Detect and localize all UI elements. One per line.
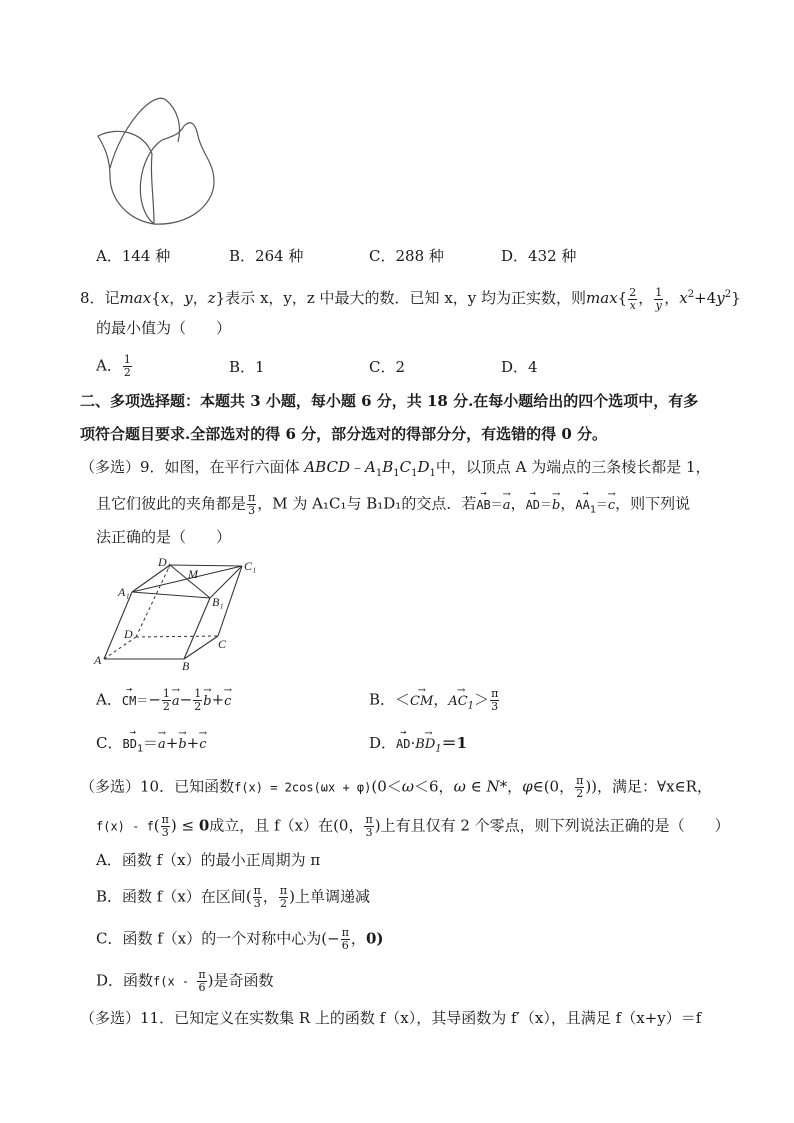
q8-option-a: A． $\frac{1}{2}$ (96, 353, 131, 379)
q9-option-c: C．→ $BD_1=\to a+\to b+\to c$ (96, 733, 207, 759)
fig-label-b: B (182, 659, 190, 672)
section-2-heading-line1: 二、多项选择题：本题共 3 小题，每小题 6 分，共 18 分.在每小题给出的四个选项中，有多 (80, 392, 699, 410)
q9-stem-line1: （多选）9．如图，在平行六面体 $ABCD﹣A_1B_1C_1D_1$中，以顶点 A 为端点的三条棱长都是 1， (80, 458, 711, 479)
q8-option-c: C．2 (369, 358, 406, 376)
q8-option-b: B．1 (229, 358, 265, 376)
q8-stem-line2: 的最小值为（ ） (96, 319, 232, 337)
q10-option-c: C．函数 f（x）的一个对称中心为(− $\frac{\pi}{6}$ ，0) (96, 926, 384, 952)
q9-option-d: D．→ $AD\cdot\to BD_1=1$ (369, 733, 467, 760)
fig-label-a: A (94, 653, 102, 667)
fig-label-a1: A₁ (118, 585, 130, 599)
q7-option-b: B．264 种 (229, 247, 304, 265)
q10-option-a: A．函数 f（x）的最小正周期为 π (96, 851, 321, 869)
fig-label-d: D (124, 627, 133, 641)
flower-region-figure (92, 96, 222, 236)
section-2-heading-line2: 项符合题目要求.全部选对的得 6 分，部分选对的得部分分，有选错的得 0 分。 (80, 425, 607, 443)
q9-option-a: A．→ CM＝− $\frac{1}{2}$ → a− $\frac{1}{2}$ → b+→ c (96, 688, 231, 713)
fig-label-c: C (218, 637, 227, 651)
q11-stem-line1: （多选）11．已知定义在实数集 R 上的函数 f（x），其导函数为 f′（x），且满足 f（x+y）＝f (80, 1009, 702, 1027)
q9-stem-line3: 法正确的是（ ） (96, 528, 232, 546)
fig-label-b1: B₁ (212, 595, 224, 609)
q10-stem-line1: （多选）10．已知函数f(x) = 2cos(ωx + φ)(0＜ω＜6，ω ∈ N*，φ∈(0， $\frac{\pi}{2}$ ))，满足：∀x∈R， (80, 774, 712, 800)
q8-stem-line1: 8．记max{x，y，z}表示 x，y，z 中最大的数．已知 x，y 均为正实数，则max{ $\frac{2}{x}$ ， $\frac{1}{y}$ ，$x^2+4y^2$} (80, 285, 741, 312)
parallelepiped-figure (92, 556, 264, 672)
q7-option-d: D．432 种 (501, 247, 577, 265)
fig-label-c1: C₁ (244, 559, 257, 573)
q10-stem-line2: f(x) - f( $\frac{\pi}{3}$ ) ≤ 0成立，且 f（x）在(0， $\frac{\pi}{3}$ )上有且仅有 2 个零点，则下列说法正确的是（ ） (96, 813, 730, 839)
q7-option-a: A．144 种 (96, 247, 171, 265)
q10-option-b: B．函数 f（x）在区间( $\frac{\pi}{3}$ ， $\frac{\pi}{2}$ )上单调递减 (96, 884, 371, 910)
fig-label-m: M (188, 567, 198, 581)
q9-stem-line2: 且它们彼此的夹角都是 $\frac{\pi}{3}$ ，M 为 A₁C₁与 B₁D₁的交点．若→ AB＝→ a，→ AD＝→ b，→ $AA_1=\to c$，则下列说 (96, 492, 690, 520)
q9-option-b: B．＜→ CM，→ $AC_1>$ $\frac{\pi}{3}$ (369, 688, 500, 716)
q8-option-d: D．4 (501, 358, 538, 376)
fig-label-d1: D₁ (158, 556, 171, 569)
q10-option-d: D．函数f(x - $\frac{\pi}{6}$ )是奇函数 (96, 968, 274, 994)
q7-option-c: C．288 种 (369, 247, 444, 265)
